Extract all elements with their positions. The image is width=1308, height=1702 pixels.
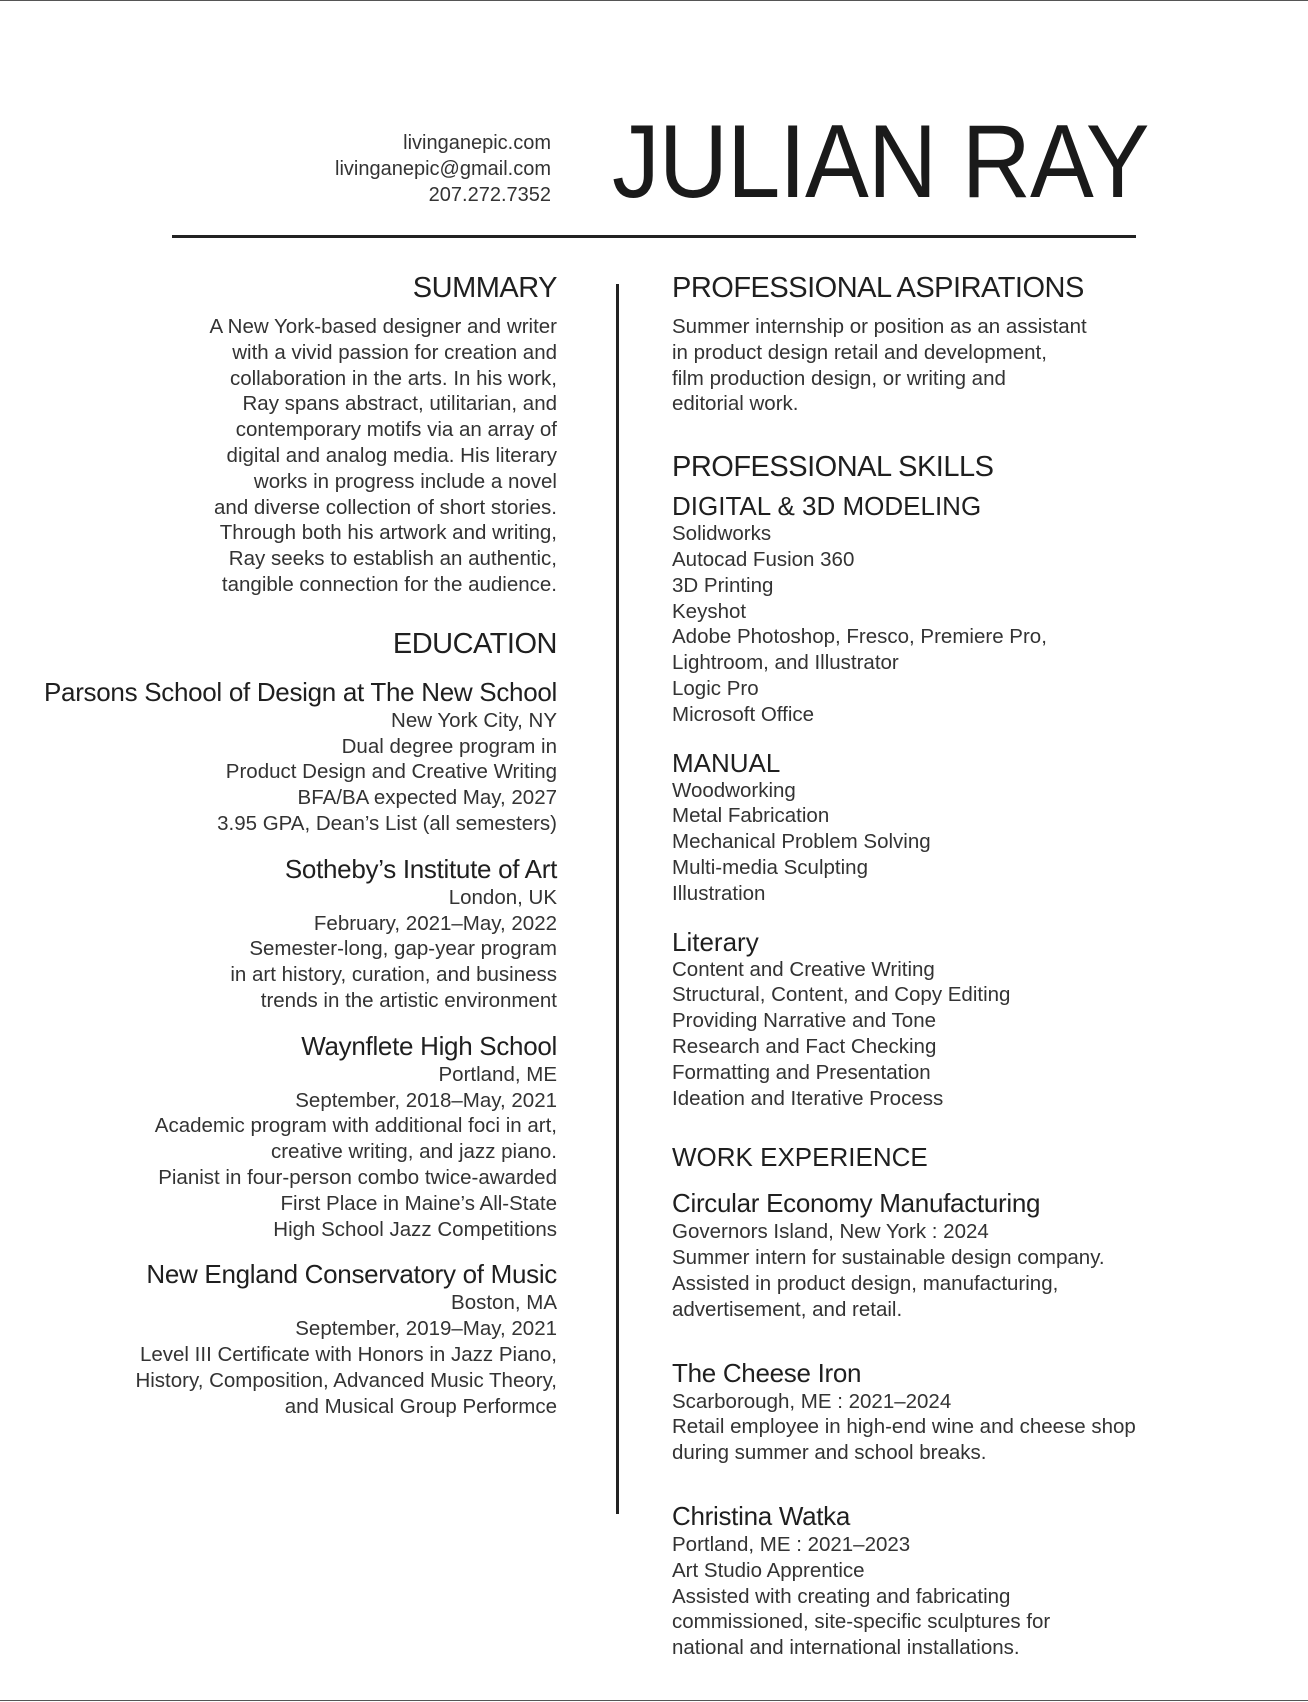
column-divider [616,284,619,1514]
skill-item: Metal Fabrication [672,804,830,828]
skill-item: Autocad Fusion 360 [672,547,855,571]
summary-text [0,314,557,598]
summary-line: Ray seeks to establish an authentic, [228,547,557,571]
summary-line: and diverse collection of short stories. [214,495,557,519]
edu-line: Semester-long, gap-year program [249,937,557,961]
skill-item: 3D Printing [672,573,774,597]
edu-line: Boston, MA [451,1291,557,1315]
edu-line: First Place in Maine’s All-State [280,1191,557,1215]
education-entry [0,1258,557,1419]
skill-item: Ideation and Iterative Process [672,1086,944,1110]
edu-line: trends in the artistic environment [260,988,557,1012]
education-entry [0,676,557,837]
summary-line: digital and analog media. His literary [226,443,557,467]
work-line: Assisted with creating and fabricating [672,1584,1011,1608]
company-name: The Cheese Iron [672,1357,862,1388]
edu-line: Level III Certificate with Honors in Jazz Piano, [139,1342,557,1366]
edu-line: Product Design and Creative Writing [225,760,557,784]
edu-line: and Musical Group Performce [284,1394,557,1418]
website-link[interactable]: livinganepic.com [403,132,551,154]
edu-line: History, Composition, Advanced Music Theory, [135,1368,557,1392]
aspirations-line: film production design, or writing and [672,366,1006,390]
skill-item: Providing Narrative and Tone [672,1009,936,1033]
aspirations-title: PROFESSIONAL ASPIRATIONS [672,272,1084,304]
work-line: Summer intern for sustainable design company. [672,1246,1105,1270]
aspirations-line: editorial work. [672,392,799,416]
edu-line: in art history, curation, and business [230,963,557,987]
work-line: during summer and school breaks. [672,1441,987,1465]
summary-line: collaboration in the arts. In his work, [229,366,557,390]
edu-line: Pianist in four-person combo twice-awarded [158,1165,557,1189]
work-line: national and international installations. [672,1636,1020,1660]
skill-item: Adobe Photoshop, Fresco, Premiere Pro, [672,625,1047,649]
work-experience-title: WORK EXPERIENCE [672,1142,928,1173]
page-top-border [0,0,1308,1]
summary-line: Ray spans abstract, utilitarian, and [242,392,557,416]
skill-group-title: DIGITAL & 3D MODELING [672,491,982,522]
summary-line: A New York-based designer and writer [209,315,557,338]
edu-line: Academic program with additional foci in art, [154,1114,557,1138]
skill-item: Solidworks [672,522,772,546]
phone-number: 207.272.7352 [428,184,551,206]
left-column [0,270,557,1419]
edu-line: BFA/BA expected May, 2027 [297,786,557,810]
skill-item: Keyshot [672,599,747,623]
work-line: Portland, ME : 2021–2023 [672,1532,911,1556]
work-entry [672,1187,1212,1322]
edu-line: February, 2021–May, 2022 [313,911,557,935]
school-name: Waynflete High School [301,1030,557,1061]
skill-item: Logic Pro [672,676,759,700]
school-name: Sotheby’s Institute of Art [284,853,557,884]
email-link[interactable]: livinganepic@gmail.com [335,158,551,180]
summary-line: with a vivid passion for creation and [232,340,557,364]
school-name: Parsons School of Design at The New School [44,676,557,707]
work-line: Scarborough, ME : 2021–2024 [672,1389,952,1413]
edu-line: September, 2019–May, 2021 [295,1317,557,1341]
skill-item: Research and Fact Checking [672,1034,937,1058]
resume-name: JULIAN RAY [612,104,1149,220]
summary-line: contemporary motifs via an array of [235,418,557,442]
skill-item: Structural, Content, and Copy Editing [672,983,1011,1007]
company-name: Christina Watka [672,1500,851,1531]
skills-title: PROFESSIONAL SKILLS [672,451,994,484]
work-line: advertisement, and retail. [672,1297,903,1321]
header-divider [172,235,1136,238]
skill-item: Microsoft Office [672,702,815,726]
skill-group-title: MANUAL [672,747,781,778]
education-title: EDUCATION [392,627,557,660]
edu-line: September, 2018–May, 2021 [295,1088,557,1112]
skill-item: Lightroom, and Illustrator [672,651,899,675]
skill-item: Formatting and Presentation [672,1060,931,1084]
skill-list [672,957,1212,1112]
work-line: Assisted in product design, manufacturing, [672,1271,1059,1295]
edu-line: Dual degree program in [341,734,557,758]
aspirations-line: in product design retail and development, [672,340,1047,364]
skill-item: Woodworking [672,778,796,802]
edu-line: creative writing, and jazz piano. [270,1140,557,1164]
work-entry [672,1500,1212,1661]
aspirations-line: Summer internship or position as an assistant [672,315,1087,338]
skill-item: Multi-media Sculpting [672,855,868,879]
summary-line: Through both his artwork and writing, [219,521,557,545]
skill-list [672,521,1212,727]
contact-info [131,130,551,208]
summary-line: tangible connection for the audience. [221,572,557,596]
education-entry [0,853,557,1014]
right-column [672,270,1212,1661]
edu-line: London, UK [448,885,557,909]
skill-list [672,778,1212,907]
summary-line: works in progress include a novel [253,469,557,493]
work-line: Governors Island, New York : 2024 [672,1220,989,1244]
skill-item: Illustration [672,881,766,905]
edu-line: High School Jazz Competitions [273,1217,557,1241]
edu-line: 3.95 GPA, Dean’s List (all semesters) [217,811,557,835]
work-line: Retail employee in high-end wine and cheese shop [672,1415,1136,1439]
work-line: commissioned, site-specific sculptures for [672,1610,1051,1634]
aspirations-text [672,314,1212,417]
skill-group-title: Literary [672,926,759,957]
summary-title: SUMMARY [412,272,557,304]
skill-item: Content and Creative Writing [672,957,935,981]
work-entry [672,1357,1212,1466]
edu-line: Portland, ME [438,1062,557,1086]
page-bottom-border [0,1700,1308,1701]
work-line: Art Studio Apprentice [672,1558,865,1582]
school-name: New England Conservatory of Music [146,1259,557,1290]
skill-item: Mechanical Problem Solving [672,830,931,854]
education-entry [0,1030,557,1243]
edu-line: New York City, NY [391,708,557,732]
company-name: Circular Economy Manufacturing [672,1188,1041,1219]
